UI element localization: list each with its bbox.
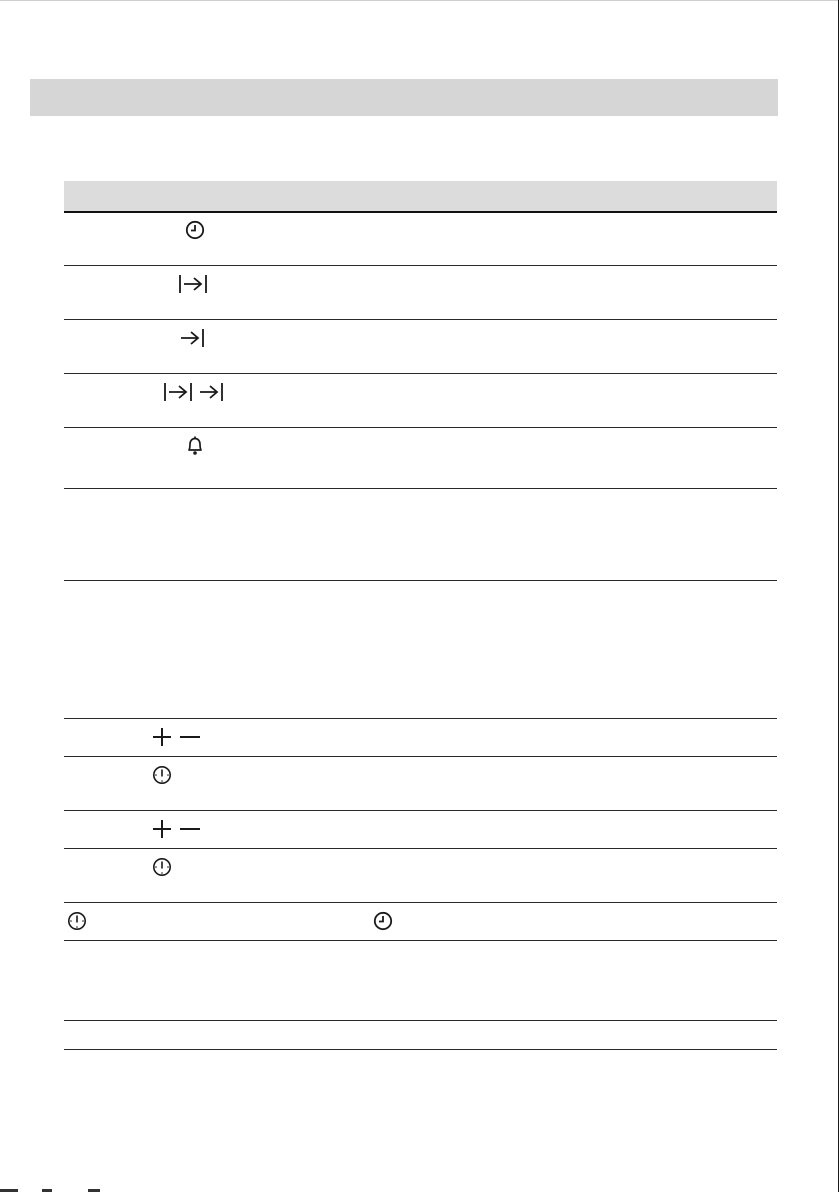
table-bottom-rule	[64, 1049, 777, 1050]
cropped-footer-marks	[0, 1188, 110, 1192]
end-arrow-icon	[198, 382, 224, 402]
plus-icon	[152, 819, 172, 839]
table-header-row	[64, 181, 777, 211]
timer-icon	[152, 857, 172, 877]
page-top-edge	[0, 0, 838, 1]
table-row-divider	[64, 902, 777, 903]
bell-icon	[185, 435, 205, 457]
table-row-divider	[64, 718, 777, 719]
table-row-divider	[64, 810, 777, 811]
section-header-band	[30, 79, 778, 116]
table-row-divider	[64, 1020, 777, 1021]
table-row-divider	[64, 580, 777, 581]
minus-icon	[179, 727, 201, 747]
section-header-text	[30, 79, 31, 80]
table-row-divider	[64, 940, 777, 941]
clock-icon	[185, 220, 205, 240]
table-row-divider	[64, 848, 777, 849]
table-row-divider	[64, 756, 777, 757]
table-row-divider	[64, 319, 777, 320]
table-row-divider	[64, 488, 777, 489]
end-arrow-icon	[179, 328, 205, 348]
plus-icon	[152, 727, 172, 747]
table-row-divider	[64, 373, 777, 374]
table-header-cell	[64, 181, 65, 182]
clock-icon	[373, 911, 393, 931]
table-row-divider	[64, 265, 777, 266]
table-header-cell	[64, 181, 65, 182]
duration-arrow-icon	[163, 382, 193, 402]
timer-icon	[67, 911, 87, 931]
table-header-rule	[64, 211, 777, 213]
page-right-edge	[838, 0, 839, 1192]
duration-arrow-icon	[178, 274, 208, 294]
table-header-cell	[64, 181, 65, 182]
minus-icon	[179, 819, 201, 839]
timer-icon	[152, 765, 172, 785]
table-row-divider	[64, 427, 777, 428]
